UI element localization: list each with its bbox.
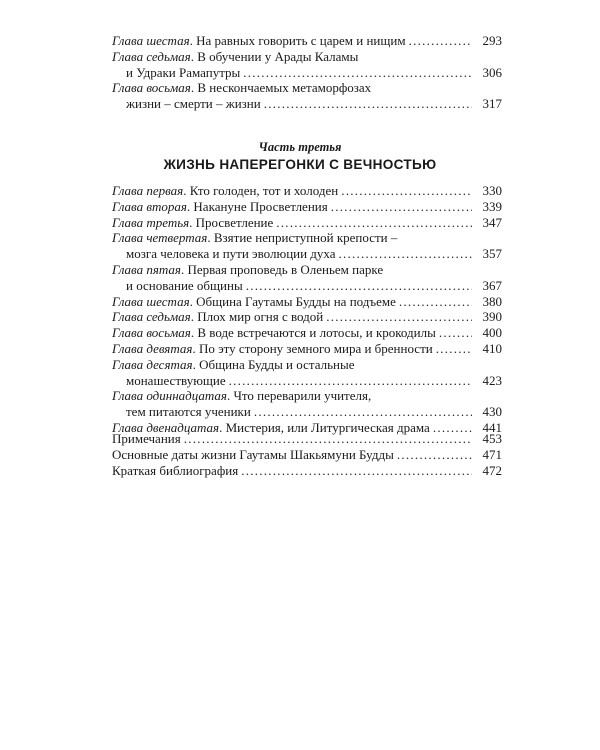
leader-dots [338,183,472,199]
chapter-label: Глава седьмая [112,309,191,325]
chapter-title-continued: мозга человека и пути эволюции духа [126,246,336,262]
toc-entry[interactable]: Глава девятая. По эту сторону земного мира и бренности . . . 410 [112,341,502,357]
toc-entry[interactable]: Глава восьмая. В воде встречаются и лотосы, и крокодилы . . . 400 [112,325,502,341]
chapter-title: По эту сторону земного мира и бренности [198,340,433,356]
chapter-label: Глава двенадцатая [112,419,220,435]
toc-entry[interactable]: Глава вторая. Накануне Просветления . . . 339 [112,199,502,215]
page-number: 430 [482,404,502,420]
page-number: 400 [482,325,502,341]
toc-entry[interactable]: Глава десятая. Община Будды и остальные монашествующие . . . 423 [112,357,502,389]
page-number: 357 [482,246,502,262]
leader-dots [396,294,472,310]
chapter-title: Община Будды и остальные [199,356,355,372]
toc-entry-notes[interactable] [112,431,502,447]
page-number: 380 [482,293,502,309]
leader-dots [394,447,472,463]
leader-dots [243,278,472,294]
chapter-label: Глава шестая [112,33,190,48]
page-number: 339 [482,198,502,214]
leader-dots [433,341,472,357]
chapter-title: В обучении у Арады Каламы [197,48,359,64]
chapter-label: Глава третья [112,214,190,230]
page-number: 441 [482,419,502,435]
chapter-label: Глава восьмая [112,80,191,96]
page-number: 306 [482,64,502,80]
page-number: 347 [482,214,502,230]
chapter-title: В нескончаемых метаморфозах [197,80,372,96]
page-number: 317 [482,96,502,112]
page-number: 330 [482,183,502,198]
leader-dots [238,463,472,479]
chapter-title-continued: жизни – смерти – жизни [126,96,261,112]
chapter-label: Глава вторая [112,198,187,214]
leader-dots [240,65,472,81]
chapter-label: Глава седьмая [112,48,191,64]
chapter-title: Мистерия, или Литургическая драма [225,419,430,435]
page-number: 471 [482,446,502,462]
leader-dots [226,373,472,389]
toc-entry[interactable]: Глава шестая. Община Гаутамы Будды на подъеме . . . 380 [112,294,502,310]
entry-title: Основные даты жизни Гаутамы Шакьямуни Будды [112,446,394,462]
chapter-title: Просветление [195,214,274,230]
chapter-label: Глава девятая [112,340,193,356]
entry-title: Примечания [112,431,181,446]
page-number: 472 [482,462,502,478]
chapter-title-continued: тем питаются ученики [126,404,251,420]
page-number: 293 [482,33,502,48]
toc-entry-dates[interactable] [112,447,502,463]
toc-entry[interactable]: Глава четвертая. Взятие неприступной крепости – мозга человека и пути эволюции духа . . . 357 [112,230,502,262]
page-number: 423 [482,372,502,388]
chapter-title-continued: монашествующие [126,372,226,388]
chapter-title: Что переварили учителя, [233,388,372,404]
leader-dots [336,246,472,262]
page-number: 367 [482,277,502,293]
chapter-title: Кто голоден, тот и холоден [189,183,339,198]
toc-main-section [112,183,502,436]
chapter-title: Первая проповедь в Оленьем парке [187,261,384,277]
leader-dots [181,431,472,447]
chapter-title: Накануне Просветления [193,198,328,214]
toc-entry[interactable]: Глава восьмая. В нескончаемых метаморфозах жизни – смерти – жизни . . . 317 [112,80,502,112]
leader-dots [273,215,472,231]
toc-entry[interactable]: Глава первая. Кто голоден, тот и холоден . . . 330 [112,183,502,199]
entry-title: Краткая библиография [112,462,239,478]
leader-dots [406,33,472,49]
chapter-label: Глава восьмая [112,325,191,341]
toc-entry[interactable]: Глава одиннадцатая. Что переварили учителя, тем питаются ученики . . . 430 [112,388,502,420]
toc-entry[interactable]: Глава третья. Просветление . . . 347 [112,215,502,231]
toc-entry[interactable]: Глава двенадцатая. Мистерия, или Литургическая драма . . . 441 [112,420,502,436]
chapter-label: Глава четвертая [112,230,208,246]
chapter-title: В воде встречаются и лотосы, и крокодилы [197,325,436,341]
part-heading [0,139,600,174]
chapter-title: Плох мир огня с водой [197,309,324,325]
toc-entry-bibliography[interactable] [112,463,502,479]
chapter-label: Глава десятая [112,356,193,372]
page-number: 410 [482,340,502,356]
chapter-label: Глава первая [112,183,184,198]
toc-back-matter [112,431,502,478]
page-number: 453 [482,431,502,446]
chapter-title: Взятие неприступной крепости – [213,230,398,246]
toc-entry[interactable]: Глава седьмая. Плох мир огня с водой . . . 390 [112,309,502,325]
chapter-title-continued: и основание общины [126,277,243,293]
page-number: 390 [482,309,502,325]
leader-dots [261,96,472,112]
chapter-label: Глава шестая [112,293,190,309]
toc-entry[interactable]: Глава седьмая. В обучении у Арады Каламы и Удраки Рамапутры . . . 306 [112,49,502,81]
chapter-title: Община Гаутамы Будды на подъеме [196,293,396,309]
chapter-label: Глава пятая [112,261,181,277]
leader-dots [323,309,472,325]
chapter-label: Глава одиннадцатая [112,388,227,404]
toc-entry[interactable]: Глава пятая. Первая проповедь в Оленьем парке и основание общины . . . 367 [112,262,502,294]
chapter-title-continued: и Удраки Рамапутры [126,64,241,80]
toc-entry[interactable]: Глава шестая. На равных говорить с царем и нищим . . . 293 [112,33,502,49]
part-title: ЖИЗНЬ НАПЕРЕГОНКИ С ВЕЧНОСТЬЮ [163,157,437,172]
toc-top-section [112,33,502,112]
part-label: Часть третья [258,140,342,154]
chapter-title: На равных говорить с царем и нищим [196,33,406,48]
leader-dots [436,325,472,341]
leader-dots [328,199,472,215]
leader-dots [251,404,472,420]
